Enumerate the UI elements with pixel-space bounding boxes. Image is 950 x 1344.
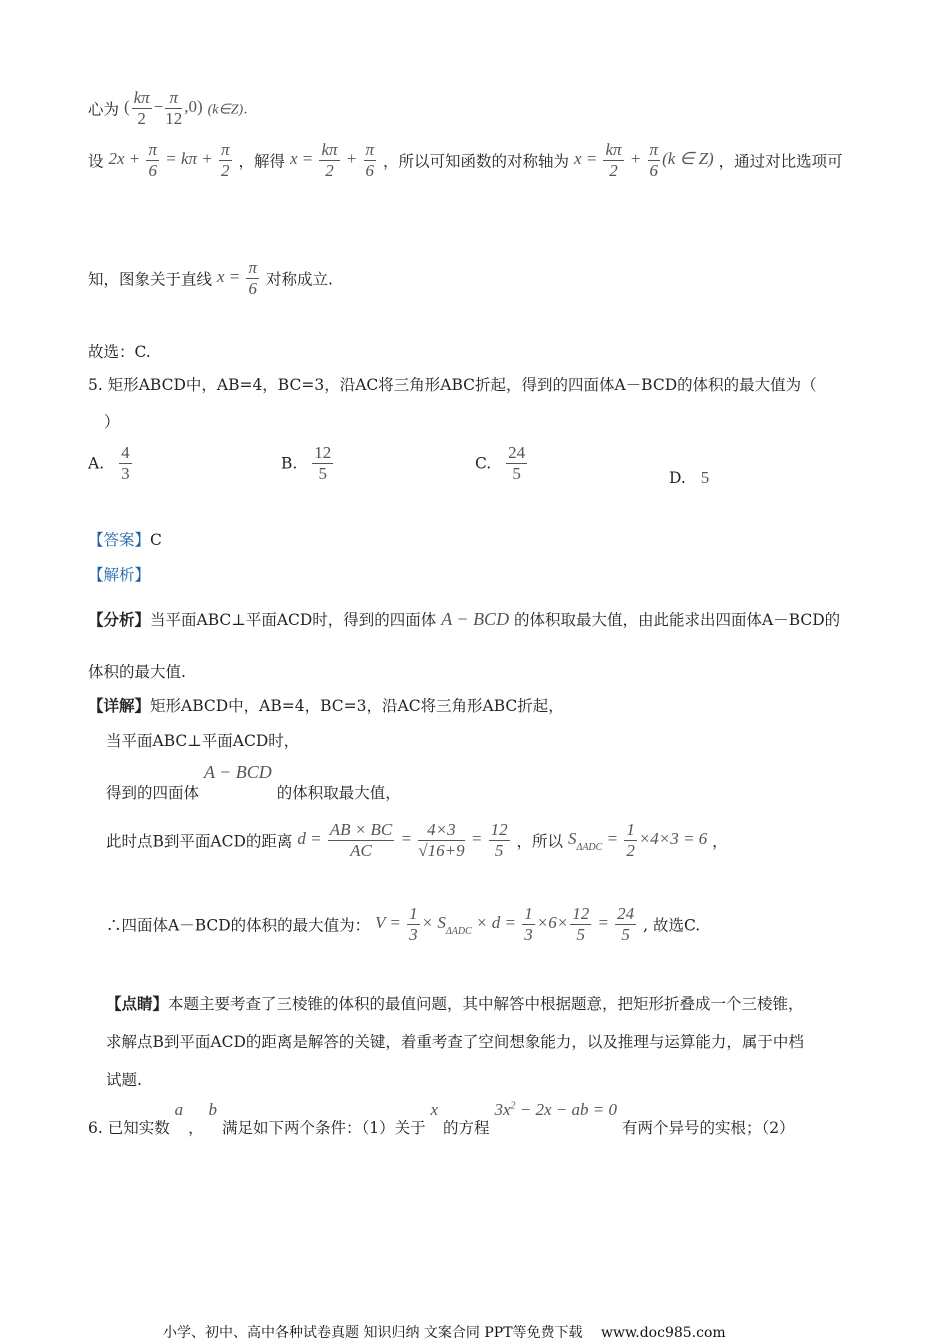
- text: 心为: [88, 100, 120, 119]
- xiangjie-line-5: [106, 904, 700, 945]
- answer-value: C: [150, 531, 162, 549]
- text: 有两个异号的实根；（2）: [621, 1119, 795, 1137]
- var-a: a: [174, 1100, 184, 1119]
- xiangjie-line-1: [88, 694, 564, 716]
- option-value: $\frac{12}{5}$: [314, 443, 332, 483]
- formula-axis: x = $\frac{k\pi}{2}$ + $\frac{\pi}{6}$ (k ∈ Z): [573, 140, 714, 180]
- text: 满足如下两个条件：（1）关于: [221, 1119, 426, 1137]
- formula-equation-q6: $3x^2 - 2x$ − ab = 0: [494, 1100, 617, 1119]
- text: 得到的四面体: [106, 784, 200, 802]
- formula-solution: x = $\frac{k\pi}{2}$ + $\frac{\pi}{6}$: [289, 140, 375, 180]
- question-5-close: ）: [104, 413, 120, 431]
- formula-volume: V = $\frac{1}{3}$ × $S_{\Delta ADC} \times d$ = $\frac{1}{3}$ ×6× $\frac{12}{5}$ = $\frac{24}{5}$: [375, 904, 635, 944]
- text: 6. 已知实数: [88, 1119, 170, 1137]
- footer-text: 小学、初中、高中各种试卷真题 知识归纳 文案合同 PPT等免费下载: [163, 1325, 583, 1341]
- footer: [163, 1322, 726, 1342]
- text-line-3: [88, 258, 333, 299]
- var-x: x: [430, 1100, 439, 1119]
- text: 的方程: [443, 1119, 490, 1137]
- formula-center: ( $\frac{k\pi}{2}$ − $\frac{\pi}{12}$ ,0): [123, 88, 203, 128]
- xiangjie-line-3: [106, 762, 401, 803]
- text: ，: [188, 1119, 204, 1137]
- fenxi-line-1: [88, 608, 840, 630]
- formula-line: x = $\frac{\pi}{6}$: [216, 258, 258, 298]
- option-label: D.: [669, 469, 686, 487]
- text: 此时点B到平面ACD的距离: [106, 832, 293, 851]
- text: ，所以: [516, 832, 564, 851]
- xiangjie-line-2: 当平面ABC⊥平面ACD时，: [106, 732, 300, 750]
- text: ，: [712, 832, 728, 851]
- answer-line: [88, 528, 162, 550]
- formula-area: $S_{\Delta ADC}$ = $\frac{1}{2}$ ×4×3 = 6: [567, 820, 708, 860]
- text: 设: [88, 152, 104, 171]
- option-label: C.: [475, 454, 492, 473]
- text: ∴四面体A－BCD的体积的最大值为：: [106, 916, 371, 935]
- question-5-stem: 5. 矩形ABCD中，AB=4，BC=3，沿AC将三角形ABC折起，得到的四面体A－BCD的体积的最大值为（: [88, 376, 817, 394]
- analysis-tag: 【解析】: [88, 566, 151, 584]
- option-label: B.: [281, 454, 298, 473]
- dianjing-line-1: [106, 992, 804, 1014]
- text: 对称成立.: [265, 270, 333, 289]
- formula-equation: 2x + $\frac{\pi}{6}$ = kπ + $\frac{\pi}{2}$: [108, 140, 230, 180]
- option-value: $\frac{24}{5}$: [508, 443, 526, 483]
- var-b: b: [208, 1100, 218, 1119]
- option-c: [475, 443, 529, 484]
- option-value: $\frac{4}{3}$: [121, 443, 130, 483]
- text: 当平面ABC⊥平面ACD时，得到的四面体: [150, 611, 437, 629]
- text: ，解得: [238, 152, 286, 171]
- text: (k∈Z)．: [207, 102, 258, 118]
- text: 的体积取最大值，由此能求出四面体A－BCD的: [514, 611, 841, 629]
- answer-tag: 【答案】: [88, 531, 151, 549]
- text: 本题主要考查了三棱锥的体积的最值问题，其中解答中根据题意，把矩形折叠成一个三棱锥，: [168, 995, 804, 1013]
- xiangjie-line-4: [106, 820, 728, 861]
- dianjing-line-3: 试题.: [106, 1071, 142, 1089]
- formula-tetra: A − BCD: [441, 609, 510, 629]
- option-label: A.: [88, 454, 105, 473]
- text-line-1: [88, 88, 257, 129]
- xiangjie-tag: 【详解】: [88, 696, 151, 715]
- text: , 故选C.: [643, 916, 701, 935]
- option-a: [88, 443, 134, 484]
- formula-tetra: A − BCD: [203, 762, 272, 782]
- question-6-stem: [88, 1100, 795, 1138]
- text: ，通过对比选项可: [718, 152, 843, 171]
- option-value: 5: [700, 468, 710, 487]
- option-b: [281, 443, 335, 484]
- footer-link[interactable]: www.doc985.com: [600, 1325, 726, 1341]
- text-line-2: [88, 140, 843, 181]
- text: 的体积取最大值，: [276, 784, 401, 802]
- text-line-4: 故选：C.: [88, 343, 151, 361]
- dianjing-line-2: 求解点B到平面ACD的距离是解答的关键，着重考查了空间想象能力，以及推理与运算能力，属于中档: [106, 1033, 804, 1051]
- fenxi-line-2: 体积的最大值.: [88, 663, 186, 681]
- text: 知，图象关于直线: [88, 270, 213, 289]
- fenxi-tag: 【分析】: [88, 610, 151, 629]
- text: 矩形ABCD中，AB=4，BC=3，沿AC将三角形ABC折起，: [150, 697, 564, 715]
- text: ，所以可知函数的对称轴为: [383, 152, 570, 171]
- option-d: [669, 468, 709, 488]
- dianjing-tag: 【点睛】: [106, 994, 169, 1013]
- formula-distance: d = $\frac{AB \times BC}{AC}$ = $\frac{4\times 3}{√16+9}$ = $\frac{12}{5}$: [297, 820, 508, 860]
